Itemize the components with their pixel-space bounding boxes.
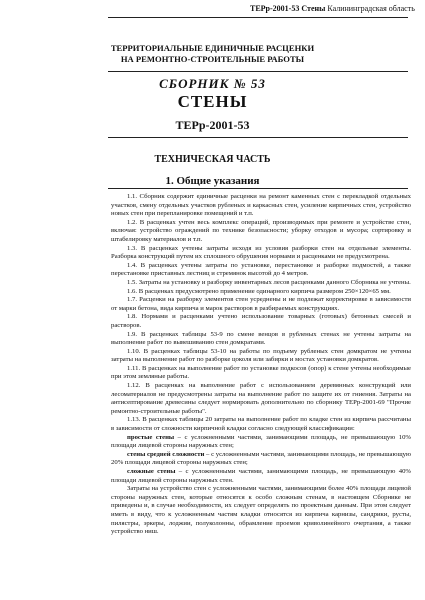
classification-term: простые стены: [127, 433, 175, 441]
paragraph: 1.9. В расценках таблицы 53-9 по смене венцов в рубленых стенах не учтены затраты на выполнение работ по вывешиванию стен домкратами.: [111, 330, 411, 347]
paragraph: 1.10. В расценках таблицы 53-10 на работы по подъему рубленых стен домкратом не учтены затраты на выполнение работ по разборке цоколя или забирки и мостах установки домкратов.: [111, 347, 411, 364]
header-rule: [108, 17, 408, 18]
org-title-line-1: ТЕРРИТОРИАЛЬНЫЕ ЕДИНИЧНЫЕ РАСЦЕНКИ: [110, 43, 315, 53]
classification-item: [111, 451, 411, 468]
classification-text: – с усложненными частями, занимающими площадь, не превышающую 20% площади лицевой стороны наружных стен;: [111, 450, 411, 467]
header-doc-code: ТЕРр-2001-53 Стены: [250, 4, 326, 13]
classification-text: – с усложненными частями, занимающими площадь, не превышающую 40% площади лицевой стороны наружных стен.: [111, 468, 412, 484]
paragraph: 1.8. Нормами и расценками учтено использование товарных (готовых) бетонных смесей и растворов.: [111, 313, 411, 329]
classification-text: – с усложненными частями, занимающими площадь, не превышающую 10% площади лицевой стороны наружных стен;: [111, 433, 411, 450]
paragraph: 1.1. Сборник содержит единичные расценки на ремонт каменных стен с перекладкой отдельных участков, смену отдельных участков рубленых и каркасных стен, усиление кирпичных стен, устройство новых стен при перепланировке помещений и т.п.: [111, 193, 411, 218]
header-region: Калининградская область: [327, 4, 415, 13]
divider-rule: [108, 71, 408, 72]
org-title: [0, 43, 425, 65]
body-text: [111, 193, 411, 537]
paragraph: 1.11. В расценках на выполнение работ по установке подкосов (опор) к стене учтены необходимые при этом земляные работы.: [111, 364, 411, 381]
paragraph: 1.7. Расценки на разборку элементов стен усреднены и не подлежат корректировке в зависимости от марки бетона, вида кирпича и марок растворов в разбираемых конструкциях.: [111, 296, 411, 312]
subsection-title: 1. Общие указания: [165, 175, 260, 187]
collection-label: СБОРНИК № 53: [159, 76, 266, 91]
paragraph: 1.12. В расценках на выполнение работ с использованием деревянных конструкций или лесоматериалов не предусмотрены затраты на выполнение работ по защите их от гниения. Затраты на антисептирование древесины следует нормировать дополнительно по сборнику ТЕРр-2001-69 "Прочие ремонтно-строительные работы".: [111, 382, 411, 415]
paragraph: 1.3. В расценках учтены затраты исходя из условия разборки стен на отдельные элементы. Разборка конструкций путем их сплошного обрушения нормами и расценками не предусмотрена.: [111, 244, 411, 261]
running-header: [250, 4, 415, 13]
paragraph: 1.5. Затраты на установку и разборку инвентарных лесов расценками данного Сборника не учтены.: [127, 278, 411, 286]
collection-title: СТЕНЫ: [177, 92, 248, 111]
closing-paragraph: Затраты на устройство стен с усложненными частями, занимающими более 40% площади лицевой стороны наружных стен, которые относятся к особо сложным стенам, в настоящем Сборнике не приведены и, в случае необходимости, их следует определять по проектным данным. При этом следует иметь в виду, что к усложненным частям кладки относятся из кирпича карнизы, сандрики, русты, пилястры, эркеры, лоджии, полуколонны, обрамление проемов криволинейного очертания, а также устройство ниш.: [111, 485, 411, 536]
collection-code: ТЕРр-2001-53: [175, 118, 250, 132]
paragraph: 1.2. В расценках учтен весь комплекс операций, производимых при ремонте и устройстве стен, включая: устройство ограждений по технике безопасности; уборку отходов и мусора; сортировку и штабелировку материалов и т.п.: [111, 218, 411, 243]
paragraph: 1.13. В расценках таблицы 20 затраты на выполнение работ по кладке стен из кирпича рассчитаны в зависимости от сложности кирпичной кладки согласно следующей классификации:: [111, 416, 411, 433]
org-title-line-2: НА РЕМОНТНО-СТРОИТЕЛЬНЫЕ РАБОТЫ: [120, 54, 305, 64]
section-title: ТЕХНИЧЕСКАЯ ЧАСТЬ: [154, 154, 271, 165]
classification-term: сложные стены: [127, 468, 176, 475]
paragraph: 1.6. В расценках предусмотрено применение одинарного кирпича размером 250×120×65 мм.: [127, 287, 391, 295]
divider-rule: [108, 188, 408, 189]
divider-rule: [108, 137, 408, 138]
classification-item: [111, 468, 411, 485]
classification-term: стены средней сложности: [127, 450, 205, 458]
paragraph: 1.4. В расценках учтены затраты по установке, перестановке и разборке подмостей, а также перестановке приставных лестниц и стремянок высотой до 4 метров.: [111, 261, 411, 278]
classification-item: [111, 434, 411, 451]
